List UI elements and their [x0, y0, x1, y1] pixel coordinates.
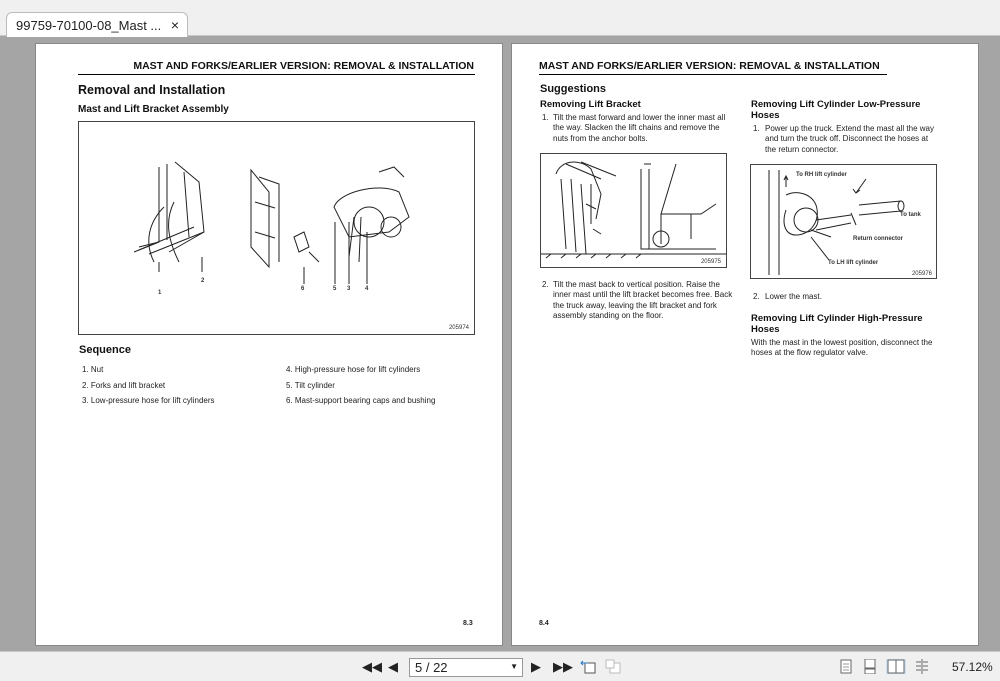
- step-text: Lower the mast.: [765, 292, 822, 301]
- sequence-item: 4. High-pressure hose for lift cylinders: [286, 365, 421, 374]
- sequence-item: 1. Nut: [82, 365, 104, 374]
- single-page-view-icon[interactable]: [838, 659, 854, 674]
- label-return-connector: Return connector: [853, 236, 904, 242]
- assembly-drawing: [79, 122, 474, 334]
- first-page-icon[interactable]: ◀◀: [362, 659, 382, 674]
- page-header: MAST AND FORKS/EARLIER VERSION: REMOVAL & INSTALLATION: [539, 60, 887, 75]
- step-number: 2.: [542, 280, 549, 289]
- next-page-icon[interactable]: ▶: [531, 659, 541, 674]
- lift-bracket-drawing: [541, 154, 726, 267]
- step-number: 1.: [753, 124, 760, 133]
- page-number: 8.3: [463, 620, 473, 627]
- next-view-icon[interactable]: [605, 659, 621, 674]
- tab-bar: [0, 0, 1000, 36]
- col2-heading: Removing Lift Cylinder Low-Pressure Hoses: [751, 99, 921, 121]
- callout-1: 1: [158, 290, 162, 296]
- last-page-icon[interactable]: ▶▶: [553, 659, 573, 674]
- callout-6: 6: [301, 286, 305, 292]
- page-header: MAST AND FORKS/EARLIER VERSION: REMOVAL & INSTALLATION: [78, 60, 475, 75]
- zoom-level[interactable]: 57.12%: [952, 660, 993, 674]
- step-number: 2.: [753, 292, 760, 301]
- left-page: [35, 43, 503, 646]
- navigation-toolbar: [0, 651, 1000, 681]
- assembly-figure: [78, 121, 475, 335]
- step-text: Power up the truck. Extend the mast all the way and turn the truck off. Disconnect the hoses at the return connector.: [765, 124, 934, 154]
- hose-connector-figure: [750, 164, 937, 279]
- section-title: Removal and Installation: [78, 83, 226, 97]
- lift-bracket-figure: [540, 153, 727, 268]
- step-text: Tilt the mast back to vertical position. Raise the inner mast until the lift bracket becomes free. Back the truck away, leaving the lift bracket and fork assembly standing on the floor.: [553, 280, 733, 320]
- previous-page-icon[interactable]: ◀: [388, 659, 398, 674]
- label-rh-cylinder: To RH lift cylinder: [796, 172, 847, 178]
- sequence-item: 6. Mast-support bearing caps and bushing: [286, 396, 436, 405]
- callout-3: 3: [347, 286, 351, 292]
- chevron-down-icon: ▼: [510, 662, 518, 671]
- previous-view-icon[interactable]: [580, 659, 596, 674]
- page-indicator: 5 / 22: [415, 660, 448, 675]
- label-lh-cylinder: To LH lift cylinder: [828, 260, 879, 266]
- page-number: 8.4: [539, 620, 549, 627]
- document-tab[interactable]: [6, 12, 188, 37]
- callout-2: 2: [201, 278, 205, 284]
- sequence-item: 5. Tilt cylinder: [286, 381, 335, 390]
- right-page: [511, 43, 979, 646]
- figure-code: 205975: [700, 259, 721, 265]
- figure-code: 205974: [448, 325, 469, 331]
- col2-heading-2: Removing Lift Cylinder High-Pressure Hoses: [751, 313, 923, 335]
- section-subtitle: Mast and Lift Bracket Assembly: [78, 104, 229, 115]
- close-tab-icon[interactable]: ×: [170, 17, 179, 33]
- page-selector[interactable]: [409, 658, 523, 677]
- col1-heading: Removing Lift Bracket: [540, 99, 641, 110]
- two-page-view-icon[interactable]: [886, 659, 906, 674]
- two-page-continuous-icon[interactable]: [914, 659, 930, 674]
- continuous-view-icon[interactable]: [862, 659, 878, 674]
- label-to-tank: To tank: [900, 212, 921, 218]
- sequence-item: 2. Forks and lift bracket: [82, 381, 166, 390]
- callout-4: 4: [365, 286, 369, 292]
- step-text: Tilt the mast forward and lower the inner mast all the way. Slacken the lift chains and remove the nuts from the anchor bolts.: [553, 113, 726, 143]
- sequence-item: 3. Low-pressure hose for lift cylinders: [82, 396, 215, 405]
- figure-code: 205976: [911, 271, 932, 277]
- section-title: Suggestions: [540, 83, 607, 95]
- sequence-title: Sequence: [79, 344, 131, 356]
- paragraph: With the mast in the lowest position, disconnect the hoses at the flow regulator valve.: [751, 338, 933, 358]
- tab-title: 99759-70100-08_Mast ...: [16, 18, 162, 33]
- callout-5: 5: [333, 286, 337, 292]
- step-number: 1.: [542, 113, 549, 122]
